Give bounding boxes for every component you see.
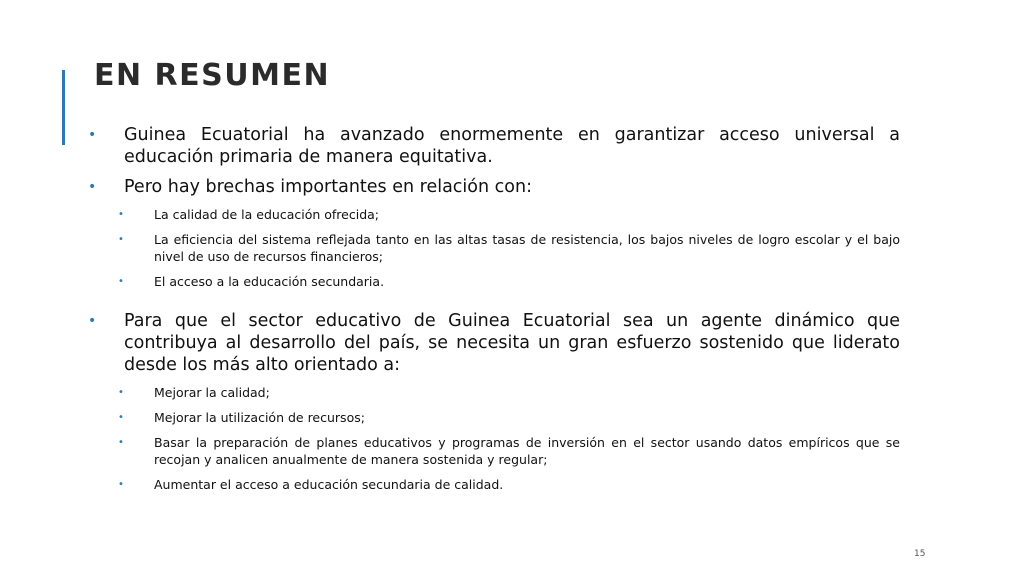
bullet-icon: • <box>118 209 124 220</box>
bullet-icon: • <box>88 179 97 195</box>
sub-bullet-increase-access <box>88 476 900 493</box>
bullet-primary-access <box>88 124 900 168</box>
bullet-icon: • <box>118 437 124 448</box>
bullet-icon: • <box>118 387 124 398</box>
sub-bullet-efficiency <box>88 231 900 265</box>
sub-bullet-text: La eficiencia del sistema reflejada tanto en las altas tasas de resistencia, los bajos niveles de logro escolar y el bajo nivel de uso de recursos financieros; <box>154 232 900 264</box>
sub-bullet-text: Mejorar la utilización de recursos; <box>154 410 365 425</box>
bullet-icon: • <box>88 127 97 143</box>
bullet-icon: • <box>118 276 124 287</box>
bullet-text: Para que el sector educativo de Guinea Ecuatorial sea un agente dinámico que contribuya al desarrollo del país, se necesita un gran esfuerzo sostenido que liderato desde los más alto orientado a: <box>124 311 900 375</box>
slide-title: EN RESUMEN <box>94 58 331 93</box>
bullet-sector-effort <box>88 310 900 376</box>
title-accent-bar <box>62 70 65 145</box>
bullet-icon: • <box>118 479 124 490</box>
sub-bullet-text: Mejorar la calidad; <box>154 385 270 400</box>
sub-bullet-secondary-access <box>88 273 900 290</box>
page-number: 15 <box>914 549 926 559</box>
sub-bullet-text: El acceso a la educación secundaria. <box>154 274 385 289</box>
sub-bullet-quality <box>88 206 900 223</box>
sub-bullet-improve-quality <box>88 384 900 401</box>
bullet-gaps <box>88 176 900 198</box>
sub-bullet-improve-resources <box>88 409 900 426</box>
slide-content <box>88 124 900 501</box>
sub-bullet-text: Basar la preparación de planes educativos y programas de inversión en el sector usando datos empíricos que se recojan y analicen anualmente de manera sostenida y regular; <box>154 435 900 467</box>
sub-bullet-evidence-planning <box>88 434 900 468</box>
bullet-text: Pero hay brechas importantes en relación con: <box>124 177 532 197</box>
bullet-icon: • <box>88 313 97 329</box>
sub-bullet-text: Aumentar el acceso a educación secundaria de calidad. <box>154 477 504 492</box>
bullet-text: Guinea Ecuatorial ha avanzado enormemente en garantizar acceso universal a educación primaria de manera equitativa. <box>124 125 900 167</box>
sub-bullet-text: La calidad de la educación ofrecida; <box>154 207 380 222</box>
bullet-icon: • <box>118 412 124 423</box>
bullet-icon: • <box>118 234 124 245</box>
